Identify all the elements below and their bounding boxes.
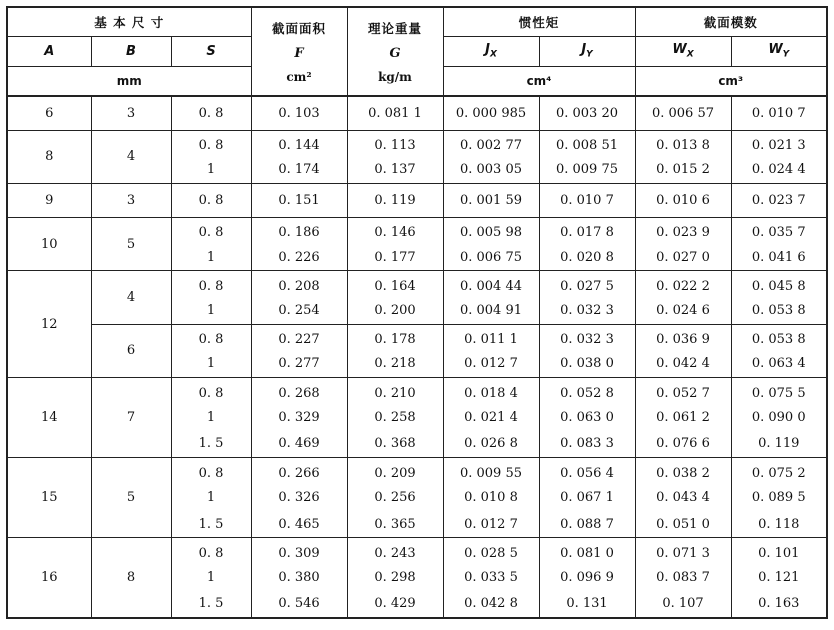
cell-JX: 0. 001 59: [443, 183, 539, 217]
cell-WX: 0. 015 2: [635, 157, 731, 184]
cell-WX: 0. 107: [635, 591, 731, 618]
cell-JX: 0. 004 44: [443, 271, 539, 298]
cell-JX: 0. 026 8: [443, 431, 539, 458]
cell-WY: 0. 024 4: [731, 157, 827, 184]
cell-F: 0. 266: [251, 458, 347, 485]
cell-WY: 0. 119: [731, 431, 827, 458]
unit-cm4: cm⁴: [443, 66, 635, 96]
cell-WX: 0. 036 9: [635, 324, 731, 351]
cell-S: 0. 8: [171, 130, 251, 157]
cell-F: 0. 254: [251, 297, 347, 324]
cell-G: 0. 365: [347, 511, 443, 538]
cell-JX: 0. 005 98: [443, 217, 539, 244]
cell-F: 0. 329: [251, 404, 347, 431]
cell-G: 0. 243: [347, 538, 443, 565]
cell-S: 0. 8: [171, 324, 251, 351]
cell-JX: 0. 033 5: [443, 564, 539, 591]
cell-S: 0. 8: [171, 96, 251, 130]
cell-S: 1: [171, 404, 251, 431]
cell-WX: 0. 006 57: [635, 96, 731, 130]
symbol-B: B: [91, 36, 171, 66]
cell-F: 0. 144: [251, 130, 347, 157]
cell-JY: 0. 032 3: [539, 297, 635, 324]
cell-JY: 0. 131: [539, 591, 635, 618]
cell-WY: 0. 163: [731, 591, 827, 618]
cell-WY: 0. 118: [731, 511, 827, 538]
cell-A: 12: [7, 271, 91, 378]
cell-WY: 0. 089 5: [731, 484, 827, 511]
cell-G: 0. 113: [347, 130, 443, 157]
cell-JX: 0. 010 8: [443, 484, 539, 511]
cell-JX: 0. 012 7: [443, 511, 539, 538]
cell-WY: 0. 063 4: [731, 351, 827, 378]
cell-F: 0. 465: [251, 511, 347, 538]
cell-WX: 0. 051 0: [635, 511, 731, 538]
cell-G: 0. 081 1: [347, 96, 443, 130]
cell-JY: 0. 017 8: [539, 217, 635, 244]
header-section-modulus: 截面模数: [635, 7, 827, 36]
cell-S: 1: [171, 157, 251, 184]
section-properties-table: [6, 6, 828, 619]
cell-G: 0. 429: [347, 591, 443, 618]
cell-WY: 0. 053 8: [731, 324, 827, 351]
cell-WY: 0. 053 8: [731, 297, 827, 324]
cell-WX: 0. 027 0: [635, 244, 731, 271]
cell-A: 10: [7, 217, 91, 270]
cell-JY: 0. 088 7: [539, 511, 635, 538]
cell-JX: 0. 028 5: [443, 538, 539, 565]
cell-JX: 0. 012 7: [443, 351, 539, 378]
table-row: [7, 378, 827, 405]
cell-WX: 0. 038 2: [635, 458, 731, 485]
cell-F: 0. 268: [251, 378, 347, 405]
table-row: [7, 183, 827, 217]
unit-cm3: cm³: [635, 66, 827, 96]
cell-WX: 0. 043 4: [635, 484, 731, 511]
cell-B: 3: [91, 183, 171, 217]
cell-WY: 0. 075 5: [731, 378, 827, 405]
cell-S: 1. 5: [171, 591, 251, 618]
header-theoretical-weight: [347, 7, 443, 96]
cell-JY: 0. 010 7: [539, 183, 635, 217]
cell-F: 0. 326: [251, 484, 347, 511]
cell-S: 1. 5: [171, 431, 251, 458]
cell-G: 0. 256: [347, 484, 443, 511]
symbol-S: S: [171, 36, 251, 66]
cell-WY: 0. 021 3: [731, 130, 827, 157]
cell-S: 0. 8: [171, 458, 251, 485]
cell-G: 0. 137: [347, 157, 443, 184]
cell-B: 7: [91, 378, 171, 458]
header-section-area-label: 截面面积: [271, 21, 326, 36]
header-moment-of-inertia: 惯性矩: [443, 7, 635, 36]
cell-F: 0. 546: [251, 591, 347, 618]
table-row: [7, 130, 827, 157]
cell-WX: 0. 013 8: [635, 130, 731, 157]
cell-JY: 0. 020 8: [539, 244, 635, 271]
symbol-WX-sub: X: [686, 49, 694, 60]
cell-WX: 0. 010 6: [635, 183, 731, 217]
cell-G: 0. 218: [347, 351, 443, 378]
cell-JX: 0. 006 75: [443, 244, 539, 271]
cell-WX: 0. 052 7: [635, 378, 731, 405]
cell-S: 1: [171, 244, 251, 271]
cell-F: 0. 277: [251, 351, 347, 378]
cell-S: 0. 8: [171, 271, 251, 298]
cell-G: 0. 146: [347, 217, 443, 244]
cell-F: 0. 309: [251, 538, 347, 565]
cell-WY: 0. 023 7: [731, 183, 827, 217]
cell-JY: 0. 027 5: [539, 271, 635, 298]
cell-WY: 0. 101: [731, 538, 827, 565]
header-section-area: [251, 7, 347, 96]
cell-F: 0. 208: [251, 271, 347, 298]
cell-JY: 0. 009 75: [539, 157, 635, 184]
unit-kg-per-m: kg/m: [378, 70, 412, 84]
cell-S: 0. 8: [171, 538, 251, 565]
table-row: [7, 458, 827, 485]
cell-A: 8: [7, 130, 91, 183]
cell-A: 9: [7, 183, 91, 217]
table-row: [7, 538, 827, 565]
symbol-JX-main: J: [485, 42, 490, 58]
cell-B: 6: [91, 324, 171, 377]
cell-JY: 0. 067 1: [539, 484, 635, 511]
cell-G: 0. 258: [347, 404, 443, 431]
cell-G: 0. 164: [347, 271, 443, 298]
cell-G: 0. 209: [347, 458, 443, 485]
symbol-WY: [731, 36, 827, 66]
cell-G: 0. 210: [347, 378, 443, 405]
cell-F: 0. 469: [251, 431, 347, 458]
cell-S: 1: [171, 297, 251, 324]
cell-JY: 0. 083 3: [539, 431, 635, 458]
cell-A: 14: [7, 378, 91, 458]
cell-G: 0. 119: [347, 183, 443, 217]
unit-cm2: cm²: [286, 70, 312, 84]
cell-WX: 0. 023 9: [635, 217, 731, 244]
cell-WY: 0. 041 6: [731, 244, 827, 271]
symbol-JY-sub: Y: [586, 49, 593, 60]
cell-G: 0. 177: [347, 244, 443, 271]
cell-WX: 0. 076 6: [635, 431, 731, 458]
table-header: [7, 7, 827, 96]
cell-B: 3: [91, 96, 171, 130]
cell-JY: 0. 038 0: [539, 351, 635, 378]
table-body: [7, 96, 827, 618]
cell-JX: 0. 004 91: [443, 297, 539, 324]
cell-B: 8: [91, 538, 171, 618]
cell-JY: 0. 063 0: [539, 404, 635, 431]
cell-JX: 0. 003 05: [443, 157, 539, 184]
cell-JY: 0. 081 0: [539, 538, 635, 565]
cell-S: 0. 8: [171, 183, 251, 217]
cell-WX: 0. 083 7: [635, 564, 731, 591]
cell-S: 1. 5: [171, 511, 251, 538]
symbol-A: A: [7, 36, 91, 66]
cell-WX: 0. 061 2: [635, 404, 731, 431]
cell-JX: 0. 042 8: [443, 591, 539, 618]
cell-JX: 0. 000 985: [443, 96, 539, 130]
symbol-WX-main: W: [672, 42, 687, 58]
cell-JY: 0. 052 8: [539, 378, 635, 405]
cell-WX: 0. 022 2: [635, 271, 731, 298]
symbol-WX: [635, 36, 731, 66]
symbol-JY: [539, 36, 635, 66]
cell-B: 4: [91, 130, 171, 183]
cell-S: 1: [171, 484, 251, 511]
cell-S: 0. 8: [171, 378, 251, 405]
cell-A: 15: [7, 458, 91, 538]
cell-WY: 0. 010 7: [731, 96, 827, 130]
symbol-WY-main: W: [768, 42, 783, 58]
header-basic-dimensions: 基 本 尺 寸: [94, 14, 165, 30]
table-row: [7, 217, 827, 244]
symbol-G: G: [389, 46, 401, 61]
cell-S: 1: [171, 564, 251, 591]
symbol-JY-main: J: [581, 42, 587, 58]
cell-JY: 0. 032 3: [539, 324, 635, 351]
table-row: [7, 324, 827, 351]
cell-F: 0. 186: [251, 217, 347, 244]
cell-F: 0. 227: [251, 324, 347, 351]
cell-G: 0. 298: [347, 564, 443, 591]
cell-JY: 0. 096 9: [539, 564, 635, 591]
cell-JX: 0. 018 4: [443, 378, 539, 405]
cell-JY: 0. 008 51: [539, 130, 635, 157]
cell-B: 4: [91, 271, 171, 324]
cell-JX: 0. 009 55: [443, 458, 539, 485]
cell-JY: 0. 056 4: [539, 458, 635, 485]
unit-mm: mm: [7, 66, 251, 96]
cell-JX: 0. 021 4: [443, 404, 539, 431]
cell-WX: 0. 071 3: [635, 538, 731, 565]
table-row: [7, 271, 827, 298]
cell-JY: 0. 003 20: [539, 96, 635, 130]
symbol-F: F: [294, 46, 304, 61]
cell-WY: 0. 121: [731, 564, 827, 591]
cell-F: 0. 174: [251, 157, 347, 184]
cell-A: 16: [7, 538, 91, 618]
cell-G: 0. 178: [347, 324, 443, 351]
cell-WY: 0. 075 2: [731, 458, 827, 485]
cell-S: 0. 8: [171, 217, 251, 244]
table-row: [7, 96, 827, 130]
cell-WY: 0. 035 7: [731, 217, 827, 244]
cell-G: 0. 368: [347, 431, 443, 458]
cell-JX: 0. 011 1: [443, 324, 539, 351]
cell-F: 0. 103: [251, 96, 347, 130]
cell-G: 0. 200: [347, 297, 443, 324]
cell-B: 5: [91, 458, 171, 538]
cell-JX: 0. 002 77: [443, 130, 539, 157]
header-theoretical-weight-label: 理论重量: [367, 21, 422, 36]
cell-WX: 0. 042 4: [635, 351, 731, 378]
symbol-JX-sub: X: [489, 49, 497, 60]
symbol-JX: [443, 36, 539, 66]
cell-B: 5: [91, 217, 171, 270]
cell-F: 0. 151: [251, 183, 347, 217]
cell-A: 6: [7, 96, 91, 130]
cell-WX: 0. 024 6: [635, 297, 731, 324]
cell-S: 1: [171, 351, 251, 378]
cell-WY: 0. 090 0: [731, 404, 827, 431]
cell-WY: 0. 045 8: [731, 271, 827, 298]
cell-F: 0. 226: [251, 244, 347, 271]
cell-F: 0. 380: [251, 564, 347, 591]
symbol-WY-sub: Y: [782, 49, 790, 60]
